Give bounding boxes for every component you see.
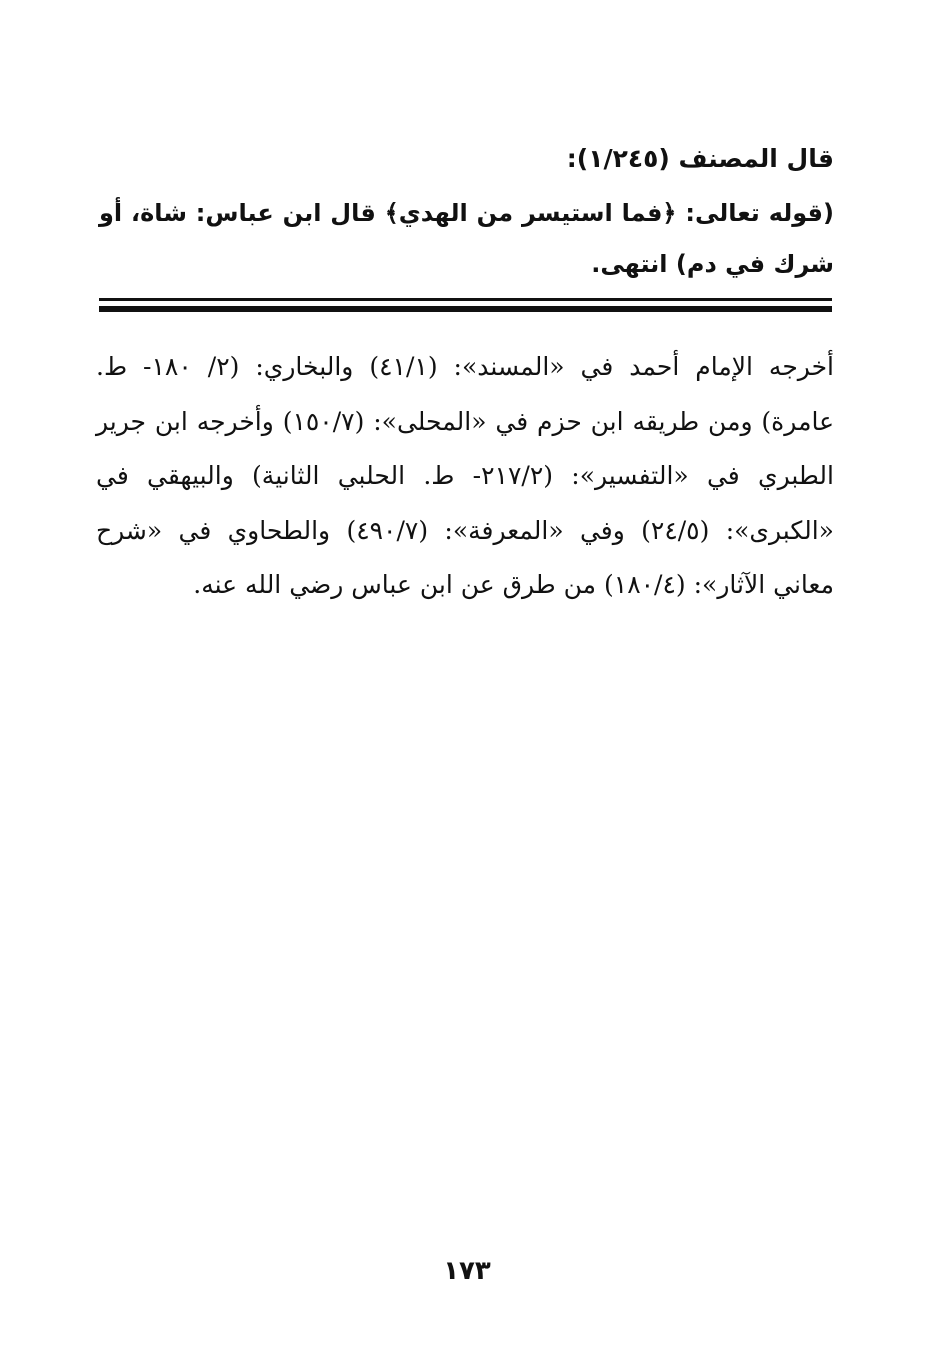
separator-rule-thin bbox=[99, 298, 832, 301]
page-number: ١٧٣ bbox=[443, 1256, 491, 1286]
takhrij-commentary: أخرجه الإمام أحمد في «المسند»: (٤١/١) والبخاري: (٢/ ١٨٠- ط. عامرة) ومن طريقه ابن حزم في «المحلى»: (١٥٠/٧) وأخرجه ابن جرير الطبري في «التفسير»: (٢١٧/٢- ط. الحلبي الثانية) والبيهقي في «الكبرى»: (٢٤/٥) وفي «المعرفة»: (٤٩٠/٧) والطحاوي في «شرح معاني الآثار»: (١٨٠/٤) من طرق عن ابن عباس رضي الله عنه. bbox=[96, 352, 834, 599]
quoted-passage: (قوله تعالى: ﴿فما استيسر من الهدي﴾ قال ابن عباس: شاة، أو شرك في دم) انتهى. bbox=[99, 199, 834, 278]
author-statement-heading: قال المصنف (١/٢٤٥): bbox=[566, 144, 834, 173]
separator-rule-thick bbox=[99, 306, 832, 312]
